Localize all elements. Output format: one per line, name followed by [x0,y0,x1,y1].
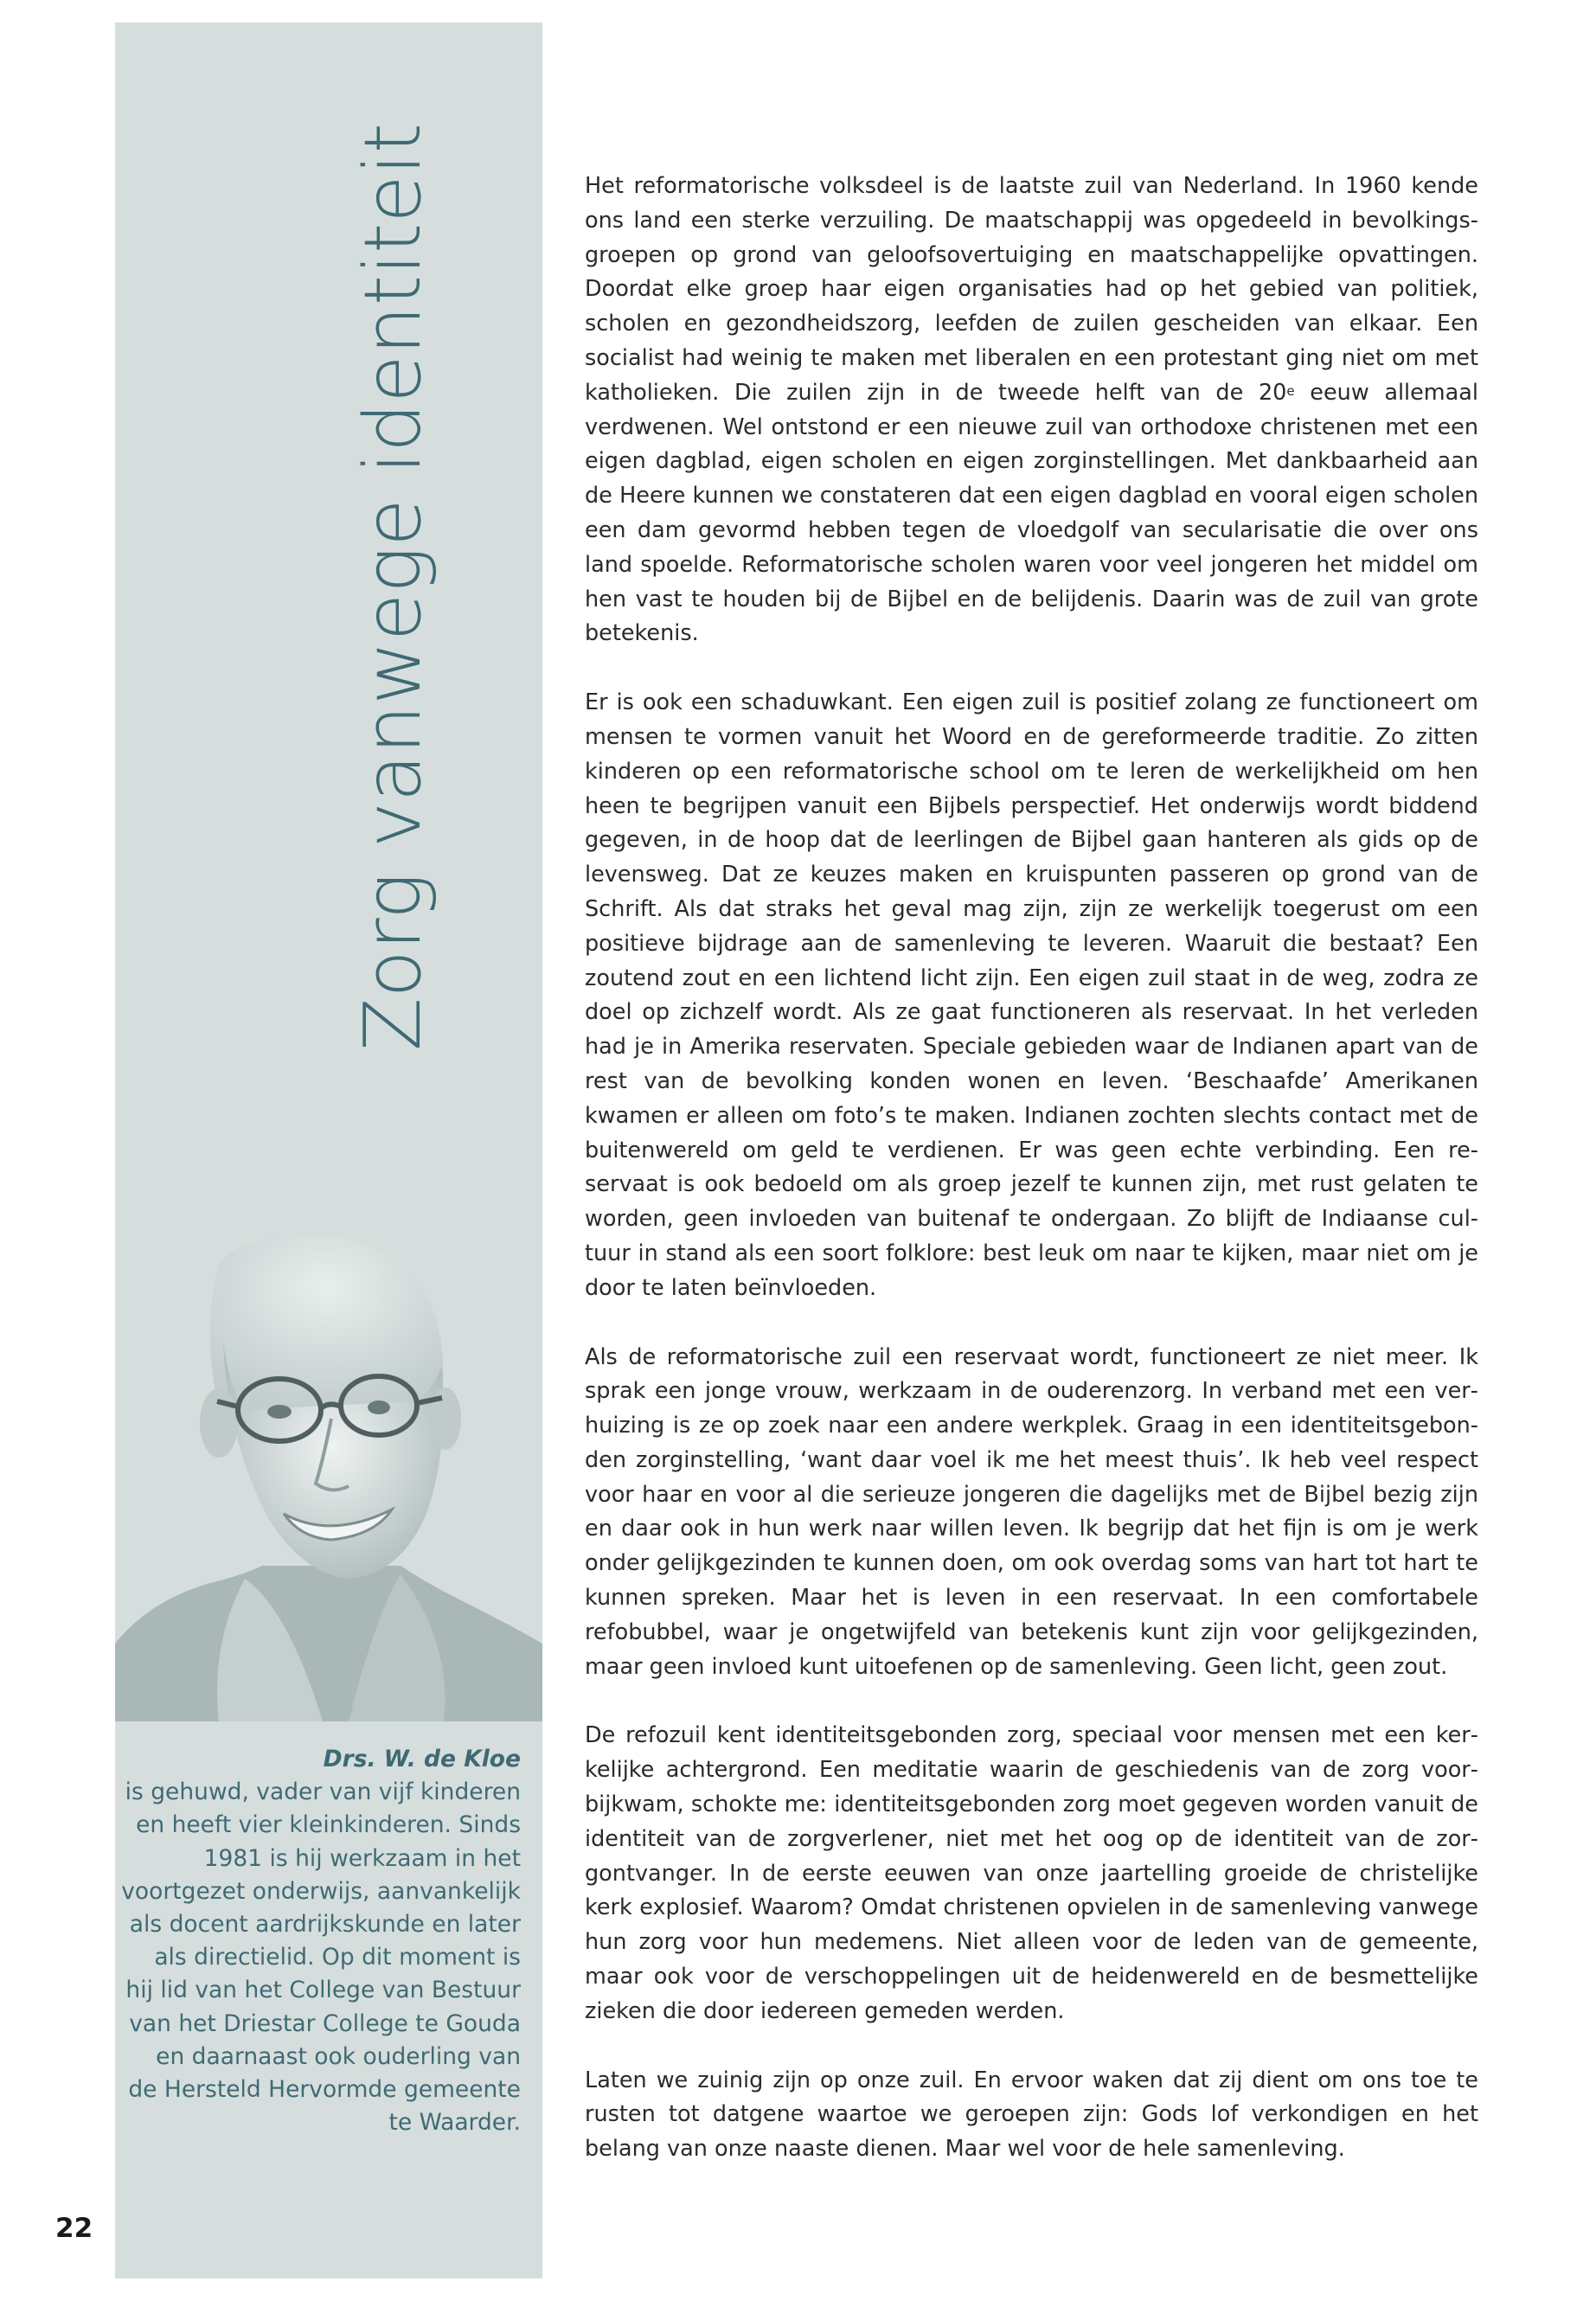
page-number: 22 [55,2213,93,2244]
paragraph-1-text-a: Het reformatorische volksdeel is de laatste zuil van Nederland. In 1960 kende ons land een sterke verzuiling. De maatschappij was opgedeeld in bevolkingsgroepen op grond van geloofsovertuiging en maatschappelijke opvattingen. Doordat elke groep haar eigen organisaties had op het gebied van politiek, scholen en gezondheidszorg, leefden de zuilen gescheiden van elkaar. Een socialist had weinig te maken met liberalen en een protestant ging niet om met katholieken. Die zuilen zijn in de tweede helft van de 20 [585,173,1478,406]
paragraph-1 [585,170,1478,651]
superscript-e: e [1286,382,1295,399]
article-body [585,170,1478,2202]
author-bio: is gehuwd, vader van vijf kinderen en heeft vier kleinkinderen. Sinds 1981 is hij werkzaam in het voortgezet onderwijs, aanvankelijk als docent aardrijkskunde en later als directielid. Op dit moment is hij lid van het College van Bestuur van het Driestar College te Gouda en daarnaast ook ouderling van de Hersteld Hervormde gemeente te Waarder. [121,1779,521,2137]
author-info [121,1743,521,2139]
paragraph-3: Als de reformatorische zuil een reservaat wordt, functioneert ze niet meer. Ik sprak een jonge vrouw, werkzaam in de ouderenzorg. In verband met een verhuizing is ze op zoek naar een andere werkplek. Graag in een identiteitsgebonden zorginstelling, ‘want daar voel ik me het meest thuis’. Ik heb veel respect voor haar en voor al die serieuze jongeren die dagelijks met de Bijbel bezig zijn en daar ook in hun werk naar willen leven. Ik begrijp dat het fijn is om je werk onder gelijkgezinden te kunnen doen, om ook overdag soms van hart tot hart te kunnen spreken. Maar het is leven in een reservaat. In een comfortabele refobubbel, waar je ongetwijfeld van betekenis kunt zijn voor gelijkgezinden, maar geen invloed kunt uitoefenen op de samenleving. Geen licht, geen zout. [585,1343,1478,1680]
paragraph-2: Er is ook een schaduwkant. Een eigen zuil is positief zolang ze functioneert om mensen te vormen vanuit het Woord en de gereformeerde traditie. Zo zitten kinderen op een reformatorische school om te leren de werkelijkheid om hen heen te begrijpen vanuit een Bijbels perspectief. Het onderwijs wordt biddend gegeven, in de hoop dat de leerlingen de Bijbel gaan hanteren als gids op de levensweg. Dat ze keuzes maken en kruispunten passeren op grond van de Schrift. Als dat straks het geval mag zijn, zijn ze werkelijk toegerust om een positieve bijdrage aan de samenleving te leveren. Waaruit die bestaat? Een zoutend zout en een lichtend licht zijn. Een eigen zuil staat in de weg, zodra ze doel op zichzelf wordt. Als ze gaat functioneren als reservaat. In het verleden had je in Amerika reservaten. Speciale gebieden waar de Indianen apart van de rest van de bevolking konden wonen en leven. ‘Beschaafde’ Amerikanen kwamen er alleen om foto’s te maken. Indianen zochten slechts contact met de buitenwereld om geld te verdienen. Er was geen echte verbinding. Een reservaat is ook bedoeld om als groep jezelf te kunnen zijn, met rust gelaten te worden, geen invloeden van buitenaf te ondergaan. Zo blijft de Indiaanse cultuur in stand als een soort folklore: best leuk om naar te kijken, maar niet om je door te laten beïnvloeden. [585,689,1478,1301]
author-portrait [115,1237,542,1721]
paragraph-5: Laten we zuinig zijn op onze zuil. En ervoor waken dat zij dient om ons toe te rusten tot datgene waartoe we geroepen zijn: Gods lof verkondigen en het belang van onze naaste dienen. Maar wel voor de hele samenleving. [585,2067,1478,2163]
paragraph-1-text-b: eeuw allemaal verdwenen. Wel ontstond er een nieuwe zuil van orthodoxe christenen met een eigen dagblad, eigen scholen en eigen zorginstellingen. Met dankbaarheid aan de Heere kunnen we constateren dat een eigen dagblad en vooral eigen scholen een dam gevormd hebben tegen de vloedgolf van secularisatie die over ons land spoelde. Reformatorische scholen waren voor veel jongeren het middel om hen vast te houden bij de Bijbel en de belijdenis. Daarin was de zuil van grote betekenis. [585,379,1478,647]
paragraph-4: De refozuil kent identiteitsgebonden zorg, speciaal voor mensen met een kerkelijke achtergrond. Een meditatie waarin de geschiedenis van de zorg voorbijkwam, schokte me: identiteitsgebonden zorg moet gegeven worden vanuit de identiteit van de zorgverlener, niet met het oog op de identiteit van de zorgontvanger. In de eerste eeuwen van onze jaartelling groeide de christelijke kerk explosief. Waarom? Omdat christenen opvielen in de samenleving vanwege hun zorg voor hun medemens. Niet alleen voor de leden van de gemeente, maar ook voor de verschoppelingen uit de heidenwereld en de besmettelijke zieken die door iedereen gemeden werden. [585,1722,1478,2024]
author-name: Drs. W. de Kloe [323,1746,521,1772]
page-title: Zorg vanwege identiteit [348,123,439,1051]
